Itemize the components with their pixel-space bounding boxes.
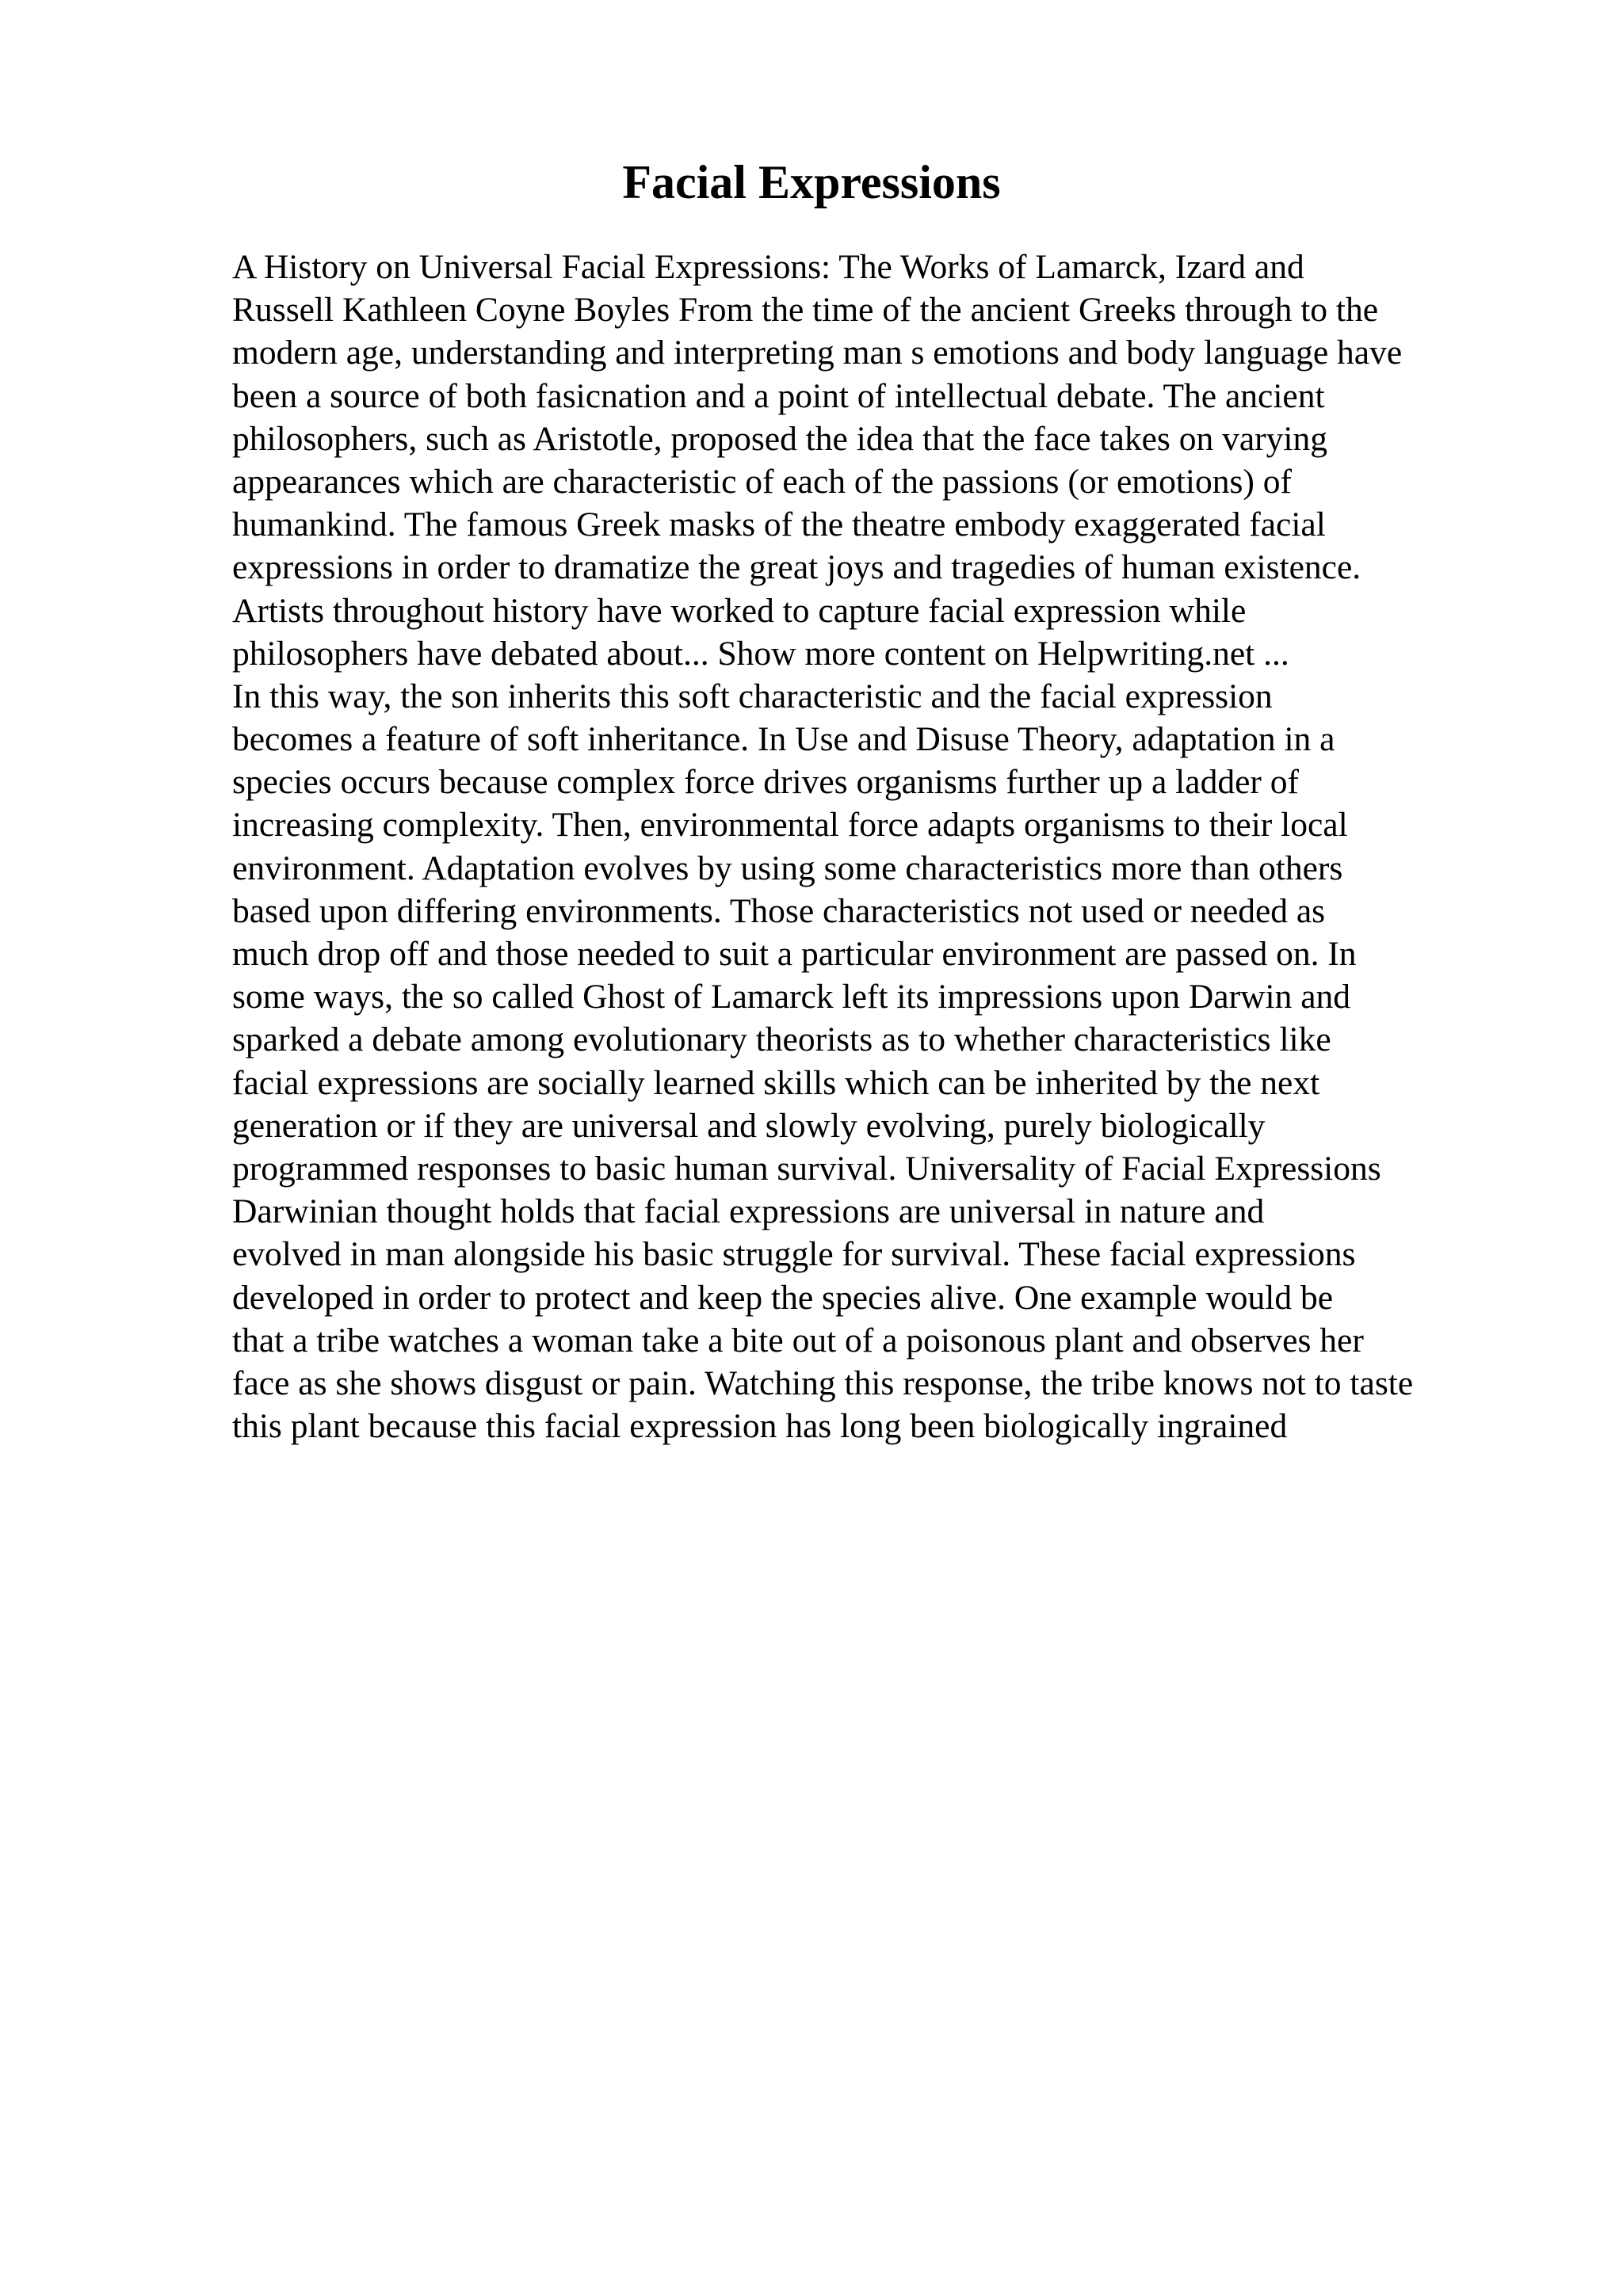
body-line: sparked a debate among evolutionary theorists as to whether characteristics like [232, 1020, 1331, 1059]
body-line: Artists throughout history have worked to capture facial expression while [232, 591, 1247, 630]
document-title: Facial Expressions [622, 156, 1001, 208]
body-line: much drop off and those needed to suit a particular environment are passed on. In [232, 935, 1357, 973]
body-line: facial expressions are socially learned skills which can be inherited by the next [232, 1063, 1320, 1102]
body-line: species occurs because complex force drives organisms further up a ladder of [232, 763, 1299, 802]
body-line: Russell Kathleen Coyne Boyles From the time of the ancient Greeks through to the [232, 291, 1379, 330]
body-line: that a tribe watches a woman take a bite out of a poisonous plant and observes her [232, 1321, 1364, 1360]
document-body [232, 246, 1516, 1447]
body-line: expressions in order to dramatize the great joys and tragedies of human existence. [232, 548, 1361, 587]
body-line: evolved in man alongside his basic struggle for survival. These facial expressions [232, 1235, 1356, 1274]
body-line: humankind. The famous Greek masks of the theatre embody exaggerated facial [232, 505, 1326, 544]
body-line: environment. Adaptation evolves by using some characteristics more than others [232, 849, 1343, 887]
body-line: programmed responses to basic human survival. Universality of Facial Expressions [232, 1149, 1381, 1188]
body-line: philosophers, such as Aristotle, proposed the idea that the face takes on varying [232, 419, 1327, 458]
body-line: face as she shows disgust or pain. Watching this response, the tribe knows not to taste [232, 1363, 1414, 1402]
body-line: In this way, the son inherits this soft characteristic and the facial expression [232, 677, 1273, 715]
body-line: developed in order to protect and keep the species alive. One example would be [232, 1278, 1334, 1317]
body-line: generation or if they are universal and slowly evolving, purely biologically [232, 1106, 1266, 1145]
body-line: Darwinian thought holds that facial expressions are universal in nature and [232, 1192, 1265, 1231]
body-line: A History on Universal Facial Expressions: The Works of Lamarck, Izard and [232, 248, 1304, 286]
body-line: philosophers have debated about... Show more content on Helpwriting.net ... [232, 634, 1289, 673]
body-line: been a source of both fasicnation and a point of intellectual debate. The ancient [232, 376, 1325, 415]
body-line: modern age, understanding and interpreting man s emotions and body language have [232, 334, 1403, 372]
body-line: based upon differing environments. Those characteristics not used or needed as [232, 891, 1326, 930]
body-line: increasing complexity. Then, environmental force adapts organisms to their local [232, 806, 1348, 845]
body-line: some ways, the so called Ghost of Lamarck left its impressions upon Darwin and [232, 978, 1351, 1016]
body-line: appearances which are characteristic of each of the passions (or emotions) of [232, 462, 1293, 501]
body-line: becomes a feature of soft inheritance. In Use and Disuse Theory, adaptation in a [232, 720, 1335, 759]
body-line: this plant because this facial expression has long been biologically ingrained [232, 1407, 1288, 1446]
